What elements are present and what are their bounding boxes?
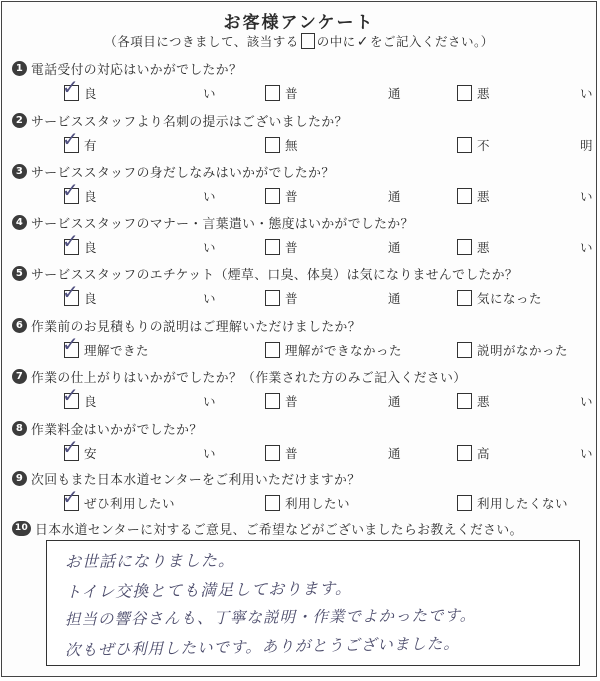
option-label-part: い — [579, 240, 593, 255]
option-label — [285, 238, 401, 256]
option-label-part: 高 — [477, 446, 491, 461]
option-label: 気になった — [477, 291, 543, 306]
answer-option[interactable] — [457, 341, 568, 359]
checkbox[interactable] — [457, 188, 472, 204]
checkbox-checked[interactable] — [62, 127, 80, 153]
check-mark-icon: ✓ — [62, 229, 80, 253]
option-label — [285, 289, 401, 307]
option-label: 理解ができなかった — [285, 343, 403, 358]
question-9 — [12, 468, 586, 520]
question-number-badge: 2 — [12, 113, 27, 128]
option-label-part: 悪 — [477, 86, 491, 101]
answer-option[interactable] — [62, 75, 216, 102]
option-label — [84, 187, 216, 205]
question-number-badge: 6 — [12, 318, 27, 333]
question-6 — [12, 315, 586, 367]
option-label — [84, 84, 216, 102]
question-text: 日本水道センターに対するご意見、ご希望などがございましたらお教えください。 — [35, 522, 523, 538]
checkbox-checked[interactable] — [62, 332, 80, 358]
check-mark-icon: ✓ — [62, 127, 80, 151]
option-label-part: 通 — [387, 189, 401, 204]
option-label-part: 良 — [84, 291, 98, 306]
checkbox[interactable] — [265, 188, 280, 204]
checkbox[interactable] — [457, 495, 472, 511]
answer-option[interactable] — [265, 392, 401, 410]
comment-box[interactable] — [46, 540, 580, 666]
answer-option[interactable] — [457, 238, 593, 256]
option-label-part: 悪 — [477, 240, 491, 255]
check-mark-icon: ✓ — [62, 178, 80, 202]
form-title: お客様アンケート — [223, 13, 375, 33]
answer-option[interactable] — [62, 280, 216, 307]
question-text: 電話受付の対応はいかがでしたか？ — [31, 62, 243, 78]
checkbox[interactable] — [457, 137, 472, 153]
option-label — [477, 187, 593, 205]
answer-option[interactable] — [457, 187, 593, 205]
answer-option[interactable] — [62, 127, 98, 154]
option-label-part: い — [202, 86, 216, 101]
question-text: サービススタッフのエチケット（煙草、口臭、体臭）は気になりませんでしたか？ — [31, 267, 519, 283]
option-label-part: い — [202, 240, 216, 255]
answer-option[interactable] — [265, 238, 401, 256]
option-label-part: 普 — [285, 446, 299, 461]
checkbox[interactable] — [457, 239, 472, 255]
checkbox[interactable] — [457, 393, 472, 409]
handwritten-line: お世話になりました。 — [64, 550, 236, 572]
question-number-badge: 7 — [12, 369, 27, 384]
option-label — [477, 136, 593, 154]
question-4 — [12, 212, 593, 264]
question-1 — [12, 58, 593, 110]
answer-option[interactable] — [457, 289, 542, 307]
question-text: サービススタッフの身だしなみはいかがでしたか？ — [31, 165, 335, 181]
option-label-part: 明 — [579, 138, 593, 153]
option-label — [84, 289, 216, 307]
handwritten-line: 担当の響谷さんも、丁寧な説明・作業でよかったです。 — [64, 606, 477, 629]
option-label-part: 良 — [84, 240, 98, 255]
option-label — [477, 444, 593, 462]
survey-sheet — [1, 1, 597, 677]
question-number-badge: 5 — [12, 266, 27, 281]
option-label-part: 普 — [285, 291, 299, 306]
checkbox[interactable] — [457, 85, 472, 101]
question-text: 作業の仕上がりはいかがでしたか？（作業された方のみご記入ください） — [31, 370, 467, 386]
option-label-part: 通 — [387, 291, 401, 306]
instructions-pre: （各項目につきまして、該当する — [104, 34, 299, 49]
check-mark-icon: ✓ — [62, 383, 80, 407]
check-mark-icon: ✓ — [356, 34, 369, 50]
option-label: ぜひ利用したい — [84, 496, 176, 511]
option-label-part: 普 — [285, 394, 299, 409]
checkbox-checked[interactable] — [62, 178, 80, 204]
checkbox[interactable] — [457, 290, 472, 306]
option-label — [84, 444, 216, 462]
option-label-part: い — [579, 189, 593, 204]
answer-option[interactable] — [62, 485, 176, 512]
question-text: サービススタッフより名刺の提示はございましたか？ — [31, 114, 348, 130]
question-number-badge: 4 — [12, 215, 27, 230]
option-label: 利用したくない — [477, 496, 569, 511]
option-label — [285, 187, 401, 205]
question-text: サービススタッフのマナー・言葉遣い・態度はいかがでしたか？ — [31, 216, 414, 232]
checkbox[interactable] — [265, 290, 280, 306]
option-label-part: 通 — [387, 240, 401, 255]
option-label-part: 悪 — [477, 394, 491, 409]
option-label: 理解できた — [84, 343, 150, 358]
answer-option[interactable] — [265, 444, 401, 462]
option-label-part: い — [202, 291, 216, 306]
option-label — [477, 238, 593, 256]
question-text: 作業料金はいかがでしたか？ — [31, 422, 203, 438]
checkbox[interactable] — [265, 85, 280, 101]
option-label — [285, 84, 401, 102]
answer-option[interactable] — [265, 341, 402, 359]
check-mark-icon: ✓ — [62, 75, 80, 99]
option-label-part: い — [579, 446, 593, 461]
option-label — [285, 444, 401, 462]
option-label: 説明がなかった — [477, 343, 569, 358]
question-number-badge: 9 — [12, 471, 27, 486]
checkbox[interactable] — [457, 342, 472, 358]
handwritten-line: 次もぜひ利用したいです。ありがとうございました。 — [64, 634, 460, 660]
option-label-part: 普 — [285, 240, 299, 255]
answer-option[interactable] — [457, 136, 593, 154]
option-label-part: 普 — [285, 86, 299, 101]
question-number-badge: 8 — [12, 421, 27, 436]
option-label-part: 普 — [285, 189, 299, 204]
option-label-part: い — [579, 394, 593, 409]
option-label: 無 — [285, 138, 299, 153]
option-label-part: 良 — [84, 189, 98, 204]
answer-option[interactable] — [457, 494, 568, 512]
checkbox[interactable] — [265, 445, 280, 461]
checkbox[interactable] — [265, 239, 280, 255]
option-label — [285, 392, 401, 410]
answer-option[interactable] — [457, 84, 593, 102]
checkbox[interactable] — [265, 137, 280, 153]
question-2 — [12, 110, 593, 162]
option-label-part: 通 — [387, 446, 401, 461]
question-text: 次回もまた日本水道センターをご利用いただけますか？ — [31, 472, 361, 488]
answer-option[interactable] — [62, 229, 216, 256]
question-5 — [12, 263, 586, 315]
option-label-part: 良 — [84, 86, 98, 101]
form-instructions — [2, 32, 596, 50]
answer-option[interactable] — [265, 187, 401, 205]
checkbox[interactable] — [457, 445, 472, 461]
checkbox-checked[interactable] — [62, 485, 80, 511]
instructions-mid: の中に — [316, 34, 356, 49]
question-8 — [12, 418, 593, 470]
option-label — [477, 84, 593, 102]
option-label-part: い — [202, 446, 216, 461]
checkbox-checked[interactable] — [62, 229, 80, 255]
handwritten-line: トイレ交換とても満足しております。 — [64, 578, 353, 602]
option-label: 利用したい — [285, 496, 351, 511]
check-mark-icon: ✓ — [62, 332, 80, 356]
option-label-part: い — [202, 189, 216, 204]
question-number-badge: 1 — [12, 61, 27, 76]
option-label: 有 — [84, 138, 98, 153]
option-label-part: い — [202, 394, 216, 409]
check-mark-icon: ✓ — [62, 280, 80, 304]
question-number-badge: 10 — [12, 521, 31, 536]
answer-option[interactable] — [265, 136, 298, 154]
option-label-part: 通 — [387, 394, 401, 409]
answer-option[interactable] — [62, 178, 216, 205]
option-label-part: 不 — [477, 138, 491, 153]
sample-checkbox — [301, 33, 315, 49]
option-label-part: 通 — [387, 86, 401, 101]
option-label-part: い — [579, 86, 593, 101]
option-label — [477, 392, 593, 410]
instructions-post: をご記入ください。） — [370, 34, 494, 49]
question-number-badge: 3 — [12, 164, 27, 179]
checkbox[interactable] — [265, 393, 280, 409]
answer-option[interactable] — [62, 383, 216, 410]
question-3 — [12, 161, 593, 213]
answer-option[interactable] — [265, 289, 401, 307]
question-7 — [12, 366, 593, 418]
option-label-part: 悪 — [477, 189, 491, 204]
answer-option[interactable] — [62, 332, 150, 359]
checkbox-checked[interactable] — [62, 383, 80, 409]
checkbox-checked[interactable] — [62, 280, 80, 306]
answer-option[interactable] — [265, 84, 401, 102]
checkbox-checked[interactable] — [62, 75, 80, 101]
answer-option[interactable] — [457, 392, 593, 410]
check-mark-icon: ✓ — [62, 435, 80, 459]
option-label-part: 安 — [84, 446, 98, 461]
option-label — [84, 238, 216, 256]
answer-option[interactable] — [265, 494, 350, 512]
question-text: 作業前のお見積もりの説明はご理解いただけましたか？ — [31, 319, 361, 335]
checkbox[interactable] — [265, 342, 280, 358]
option-label — [84, 392, 216, 410]
checkbox[interactable] — [265, 495, 280, 511]
check-mark-icon: ✓ — [62, 485, 80, 509]
checkbox-checked[interactable] — [62, 435, 80, 461]
answer-option[interactable] — [457, 444, 593, 462]
answer-option[interactable] — [62, 435, 216, 462]
option-label-part: 良 — [84, 394, 98, 409]
